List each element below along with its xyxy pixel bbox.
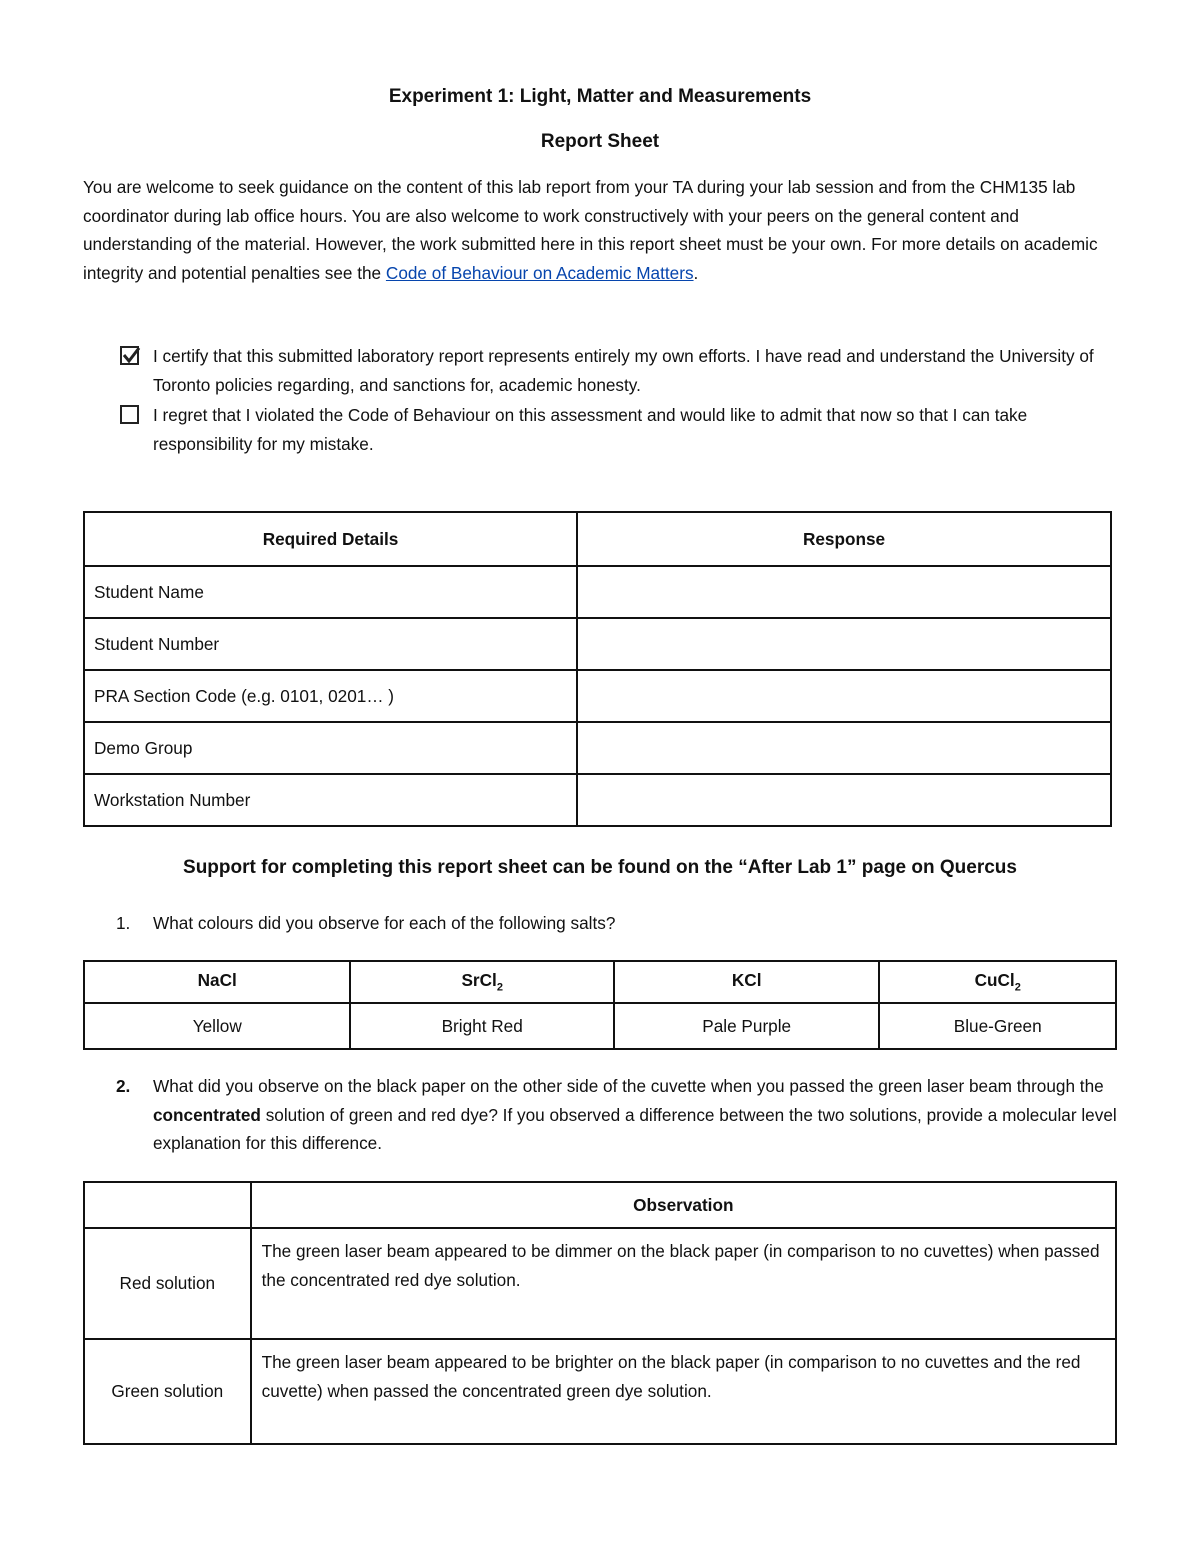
admit-option[interactable] xyxy=(120,401,1120,458)
workstation-number-field[interactable] xyxy=(577,774,1111,826)
demo-group-field[interactable] xyxy=(577,722,1111,774)
question-1 xyxy=(116,909,1121,938)
green-solution-observation[interactable]: The green laser beam appeared to be brighter on the black paper (in comparison to no cuvettes and the red cuvette) when passed the concentrated green dye solution. xyxy=(251,1339,1116,1444)
student-number-field[interactable] xyxy=(577,618,1111,670)
salt-header-srcl2: SrCl$_2$ xyxy=(350,961,613,1003)
question-2 xyxy=(116,1072,1121,1158)
header-response: Response xyxy=(577,512,1111,566)
row-label: Green solution xyxy=(84,1339,251,1444)
salt-colour[interactable]: Blue-Green xyxy=(879,1003,1116,1049)
table-row xyxy=(84,618,1111,670)
checkbox-checked[interactable] xyxy=(120,346,139,365)
page-subtitle: Report Sheet xyxy=(540,131,660,152)
salt-colour[interactable]: Pale Purple xyxy=(614,1003,879,1049)
salt-colours-table xyxy=(83,960,1117,1050)
observation-header: Observation xyxy=(251,1182,1116,1228)
page-title: Experiment 1: Light, Matter and Measurements xyxy=(388,86,812,107)
required-details-table xyxy=(83,511,1112,827)
salt-colour[interactable]: Bright Red xyxy=(350,1003,613,1049)
pra-section-field[interactable] xyxy=(577,670,1111,722)
intro-end: . xyxy=(693,262,699,283)
checkbox-unchecked[interactable] xyxy=(120,405,139,424)
code-of-behaviour-link[interactable]: Code of Behaviour on Academic Matters xyxy=(385,262,694,283)
red-solution-observation[interactable]: The green laser beam appeared to be dimmer on the black paper (in comparison to no cuvettes) when passed the concentrated red dye solution. xyxy=(251,1228,1116,1339)
row-label: Red solution xyxy=(84,1228,251,1339)
certify-label: I certify that this submitted laboratory report represents entirely my own efforts. I have read and understand the University of Toronto policies regarding, and sanctions for, academic honesty. xyxy=(153,346,1094,395)
table-row xyxy=(84,670,1111,722)
salt-header-cucl2: CuCl$_2$ xyxy=(879,961,1116,1003)
intro-paragraph xyxy=(83,173,1118,287)
header-required-details: Required Details xyxy=(84,512,577,566)
row-label: Workstation Number xyxy=(84,774,577,826)
table-row xyxy=(84,566,1111,618)
checkmark-icon xyxy=(121,345,143,367)
row-label: Demo Group xyxy=(84,722,577,774)
table-row xyxy=(84,1003,1116,1049)
table-row xyxy=(84,774,1111,826)
support-heading: Support for completing this report sheet can be found on the “After Lab 1” page on Quercus xyxy=(183,857,1017,878)
row-label: Student Number xyxy=(84,618,577,670)
observation-table xyxy=(83,1181,1117,1445)
salt-header-kcl: KCl xyxy=(614,961,879,1003)
question-text: What colours did you observe for each of the following salts? xyxy=(153,913,616,933)
row-label: PRA Section Code (e.g. 0101, 0201… ) xyxy=(84,670,577,722)
admit-label: I regret that I violated the Code of Behaviour on this assessment and would like to admit that now so that I can take responsibility for my mistake. xyxy=(153,405,1028,454)
question-number: 2. xyxy=(116,1076,131,1096)
blank-header xyxy=(84,1182,251,1228)
table-row xyxy=(84,1228,1116,1339)
student-name-field[interactable] xyxy=(577,566,1111,618)
salt-header-nacl: NaCl xyxy=(84,961,350,1003)
question-number: 1. xyxy=(116,913,131,933)
table-row xyxy=(84,1339,1116,1444)
row-label: Student Name xyxy=(84,566,577,618)
intro-text: You are welcome to seek guidance on the content of this lab report from your TA during your lab session and from the CHM135 lab coordinator during lab office hours. You are also welcome to work constructively with your peers on the general content and understanding of the material. However, the work submitted here in this report sheet must be your own. For more details on academic integrity and potential penalties see the xyxy=(83,177,1098,283)
salt-colour[interactable]: Yellow xyxy=(84,1003,350,1049)
question-text: What did you observe on the black paper on the other side of the cuvette when you passed the green laser beam through the concentrated solution of green and red dye? If you observed a difference between the two solutions, provide a molecular level explanation for this difference. xyxy=(153,1076,1117,1153)
certify-option[interactable] xyxy=(120,342,1120,399)
table-row xyxy=(84,722,1111,774)
